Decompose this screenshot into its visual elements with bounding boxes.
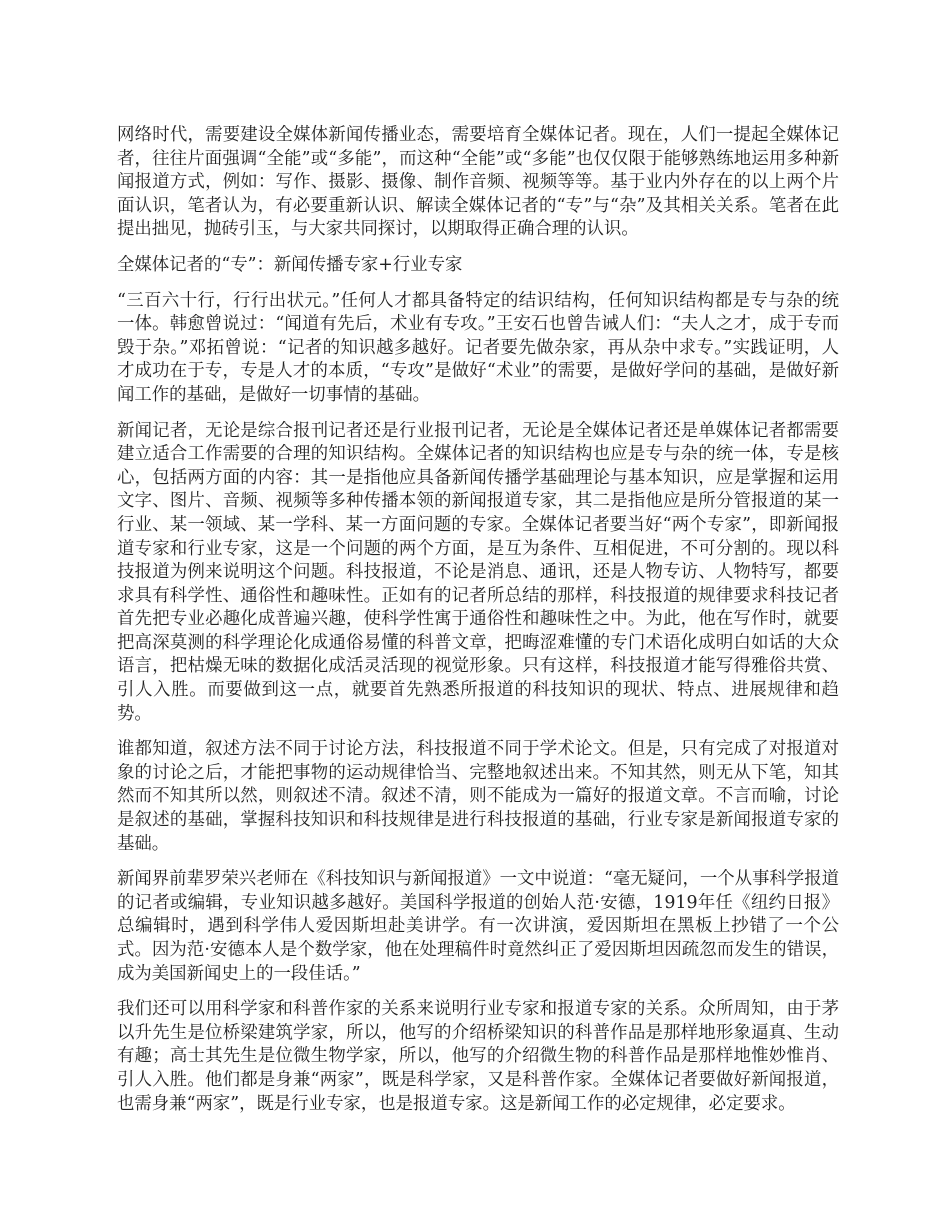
body-paragraph: 谁都知道，叙述方法不同于讨论方法，科技报道不同于学术论文。但是，只有完成了对报道对象的讨论之后，才能把事物的运动规律恰当、完整地叙述出来。不知其然，则无从下笔，知其然而不知其所以然，则叙述不清。叙述不清，则不能成为一篇好的报道文章。不言而喻，讨论是叙述的基础，掌握科技知识和科技规律是进行科技报道的基础，行业专家是新闻报道专家的基础。 xyxy=(117,739,839,854)
intro-paragraph: 网络时代，需要建设全媒体新闻传播业态，需要培育全媒体记者。现在，人们一提起全媒体记者，往往片面强调“全能”或“多能”，而这种“全能”或“多能”也仅仅限于能够熟练地运用多种新闻报道方式，例如：写作、摄影、摄像、制作音频、视频等等。基于业内外存在的以上两个片面认识，笔者认为，有必要重新认识、解读全媒体记者的“专”与“杂”及其相关关系。笔者在此提出拙见，抛砖引玉，与大家共同探讨，以期取得正确合理的认识。 xyxy=(117,125,839,240)
document-body xyxy=(117,124,839,1128)
body-paragraph: 新闻界前辈罗荣兴老师在《科技知识与新闻报道》一文中说道：“毫无疑问，一个从事科学报道的记者或编辑，专业知识越多越好。美国科学报道的创始人范·安德，1919年任《纽约日报》总编辑时，遇到科学伟人爱因斯坦赴美讲学。有一次讲演，爱因斯坦在黑板上抄错了一个公式。因为范·安德本人是个数学家，他在处理稿件时竟然纠正了爱因斯坦因疏忽而发生的错误，成为美国新闻史上的一段佳话。” xyxy=(117,869,839,984)
section-heading: 全媒体记者的“专”：新闻传播专家+行业专家 xyxy=(117,254,463,275)
body-paragraph: 新闻记者，无论是综合报刊记者还是行业报刊记者，无论是全媒体记者还是单媒体记者都需要建立适合工作需要的合理的知识结构。全媒体记者的知识结构也应是专与杂的统一体，专是核心，包括两方面的内容：其一是指他应具备新闻传播学基础理论与基本知识，应是掌握和运用文字、图片、音频、视频等多种传播本领的新闻报道专家，其二是指他应是所分管报道的某一行业、某一领域、某一学科、某一方面问题的专家。全媒体记者要当好“两个专家”，即新闻报道专家和行业专家，这是一个问题的两个方面，是互为条件、互相促进，不可分割的。现以科技报道为例来说明这个问题。科技报道，不论是消息、通讯，还是人物专访、人物特写，都要求具有科学性、通俗性和趣味性。正如有的记者所总结的那样，科技报道的规律要求科技记者首先把专业必趣化成普遍兴趣，使科学性寓于通俗性和趣味性之中。为此，他在写作时，就要把高深莫测的科学理论化成通俗易懂的科普文章，把晦涩难懂的专门术语化成明白如话的大众语言，把枯燥无味的数据化成活灵活现的视觉形象。只有这样，科技报道才能写得雅俗共赏、引人入胜。而要做到这一点，就要首先熟悉所报道的科技知识的现状、特点、进展规律和趋势。 xyxy=(117,420,839,724)
body-paragraph: 我们还可以用科学家和科普作家的关系来说明行业专家和报道专家的关系。众所周知，由于茅以升先生是位桥梁建筑学家，所以，他写的介绍桥梁知识的科普作品是那样地形象逼真、生动有趣；高士其先生是位微生物学家，所以，他写的介绍微生物的科普作品是那样地惟妙惟肖、引人入胜。他们都是身兼“两家”，既是科学家，又是科普作家。全媒体记者要做好新闻报道，也需身兼“两家”，既是行业专家，也是报道专家。这是新闻工作的必定规律，必定要求。 xyxy=(117,999,839,1114)
body-paragraph: “三百六十行，行行出状元。”任何人才都具备特定的结识结构，任何知识结构都是专与杂的统一体。韩愈曾说过：“闻道有先后，术业有专攻。”王安石也曾告诫人们：“夫人之才，成于专而毁于杂。”邓拓曾说：“记者的知识越多越好。记者要先做杂家，再从杂中求专。”实践证明，人才成功在于专，专是人才的本质，“专攻”是做好“术业”的需要，是做好学问的基础，是做好新闻工作的基础，是做好一切事情的基础。 xyxy=(117,290,839,405)
